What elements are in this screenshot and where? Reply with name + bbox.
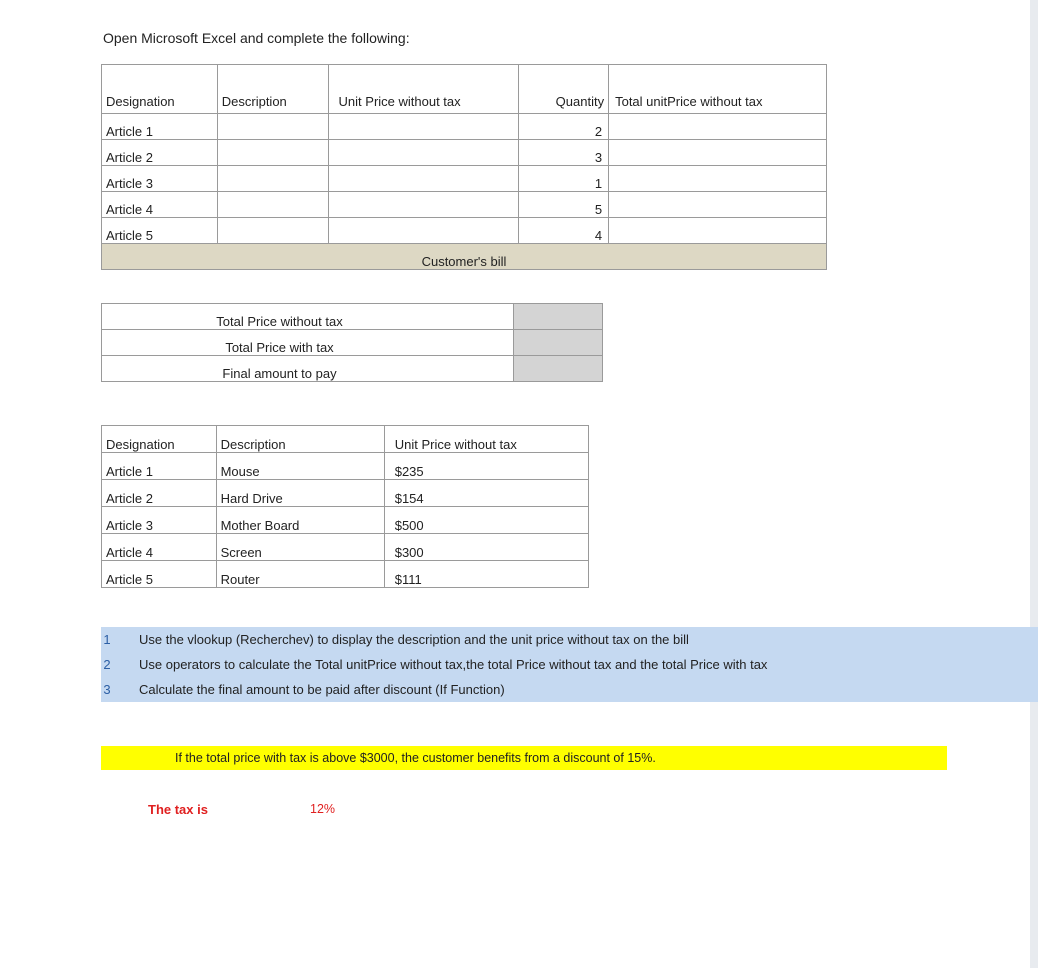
instruction-text: Calculate the final amount to be paid after discount (If Function) — [139, 682, 505, 697]
summary-row — [102, 330, 603, 356]
lookup-row — [102, 480, 589, 507]
bill-unit-price-cell[interactable] — [328, 218, 519, 244]
lookup-row — [102, 453, 589, 480]
summary-value-cell[interactable] — [514, 330, 603, 356]
bill-unit-price-cell[interactable] — [328, 114, 519, 140]
page-edge — [1030, 0, 1038, 968]
bill-designation: Article 4 — [102, 192, 218, 218]
bill-unit-price-cell[interactable] — [328, 192, 519, 218]
discount-note — [101, 746, 947, 770]
instruction-item — [101, 652, 1038, 677]
instruction-item — [101, 677, 1038, 702]
bill-designation: Article 3 — [102, 166, 218, 192]
lookup-row — [102, 534, 589, 561]
bill-total-cell[interactable] — [609, 218, 827, 244]
bill-description-cell[interactable] — [217, 166, 328, 192]
bill-description-cell[interactable] — [217, 192, 328, 218]
bill-header-row — [102, 65, 827, 114]
bill-designation: Article 5 — [102, 218, 218, 244]
bill-quantity: 2 — [519, 114, 609, 140]
lookup-designation: Article 1 — [102, 453, 217, 480]
instruction-number: 2 — [103, 657, 111, 672]
summary-row — [102, 304, 603, 330]
instruction-number: 1 — [103, 632, 111, 647]
bill-total-cell[interactable] — [609, 166, 827, 192]
summary-table — [101, 303, 603, 382]
instructions-list — [101, 627, 1038, 702]
lookup-designation: Article 5 — [102, 561, 217, 588]
bill-description-cell[interactable] — [217, 218, 328, 244]
bill-row — [102, 192, 827, 218]
lookup-price: $235 — [384, 453, 588, 480]
tax-label: The tax is — [148, 802, 208, 817]
lookup-price: $154 — [384, 480, 588, 507]
lookup-designation: Article 4 — [102, 534, 217, 561]
lookup-designation: Article 2 — [102, 480, 217, 507]
lookup-description: Screen — [216, 534, 384, 561]
bill-row — [102, 166, 827, 192]
summary-label: Total Price without tax — [102, 304, 514, 330]
instruction-text: Use operators to calculate the Total unitPrice without tax,the total Price without tax and the total Price with tax — [139, 657, 768, 672]
summary-value-cell[interactable] — [514, 356, 603, 382]
lookup-price: $500 — [384, 507, 588, 534]
lookup-price: $300 — [384, 534, 588, 561]
instruction-item — [101, 627, 1038, 652]
bill-quantity: 1 — [519, 166, 609, 192]
lookup-table — [101, 425, 589, 588]
lookup-header-row — [102, 426, 589, 453]
instruction-number: 3 — [103, 682, 111, 697]
bill-row — [102, 218, 827, 244]
bill-unit-price-cell[interactable] — [328, 140, 519, 166]
bill-description-cell[interactable] — [217, 114, 328, 140]
lookup-header-price: Unit Price without tax — [384, 426, 588, 453]
customer-bill-table — [101, 64, 827, 270]
bill-quantity: 4 — [519, 218, 609, 244]
bill-quantity: 3 — [519, 140, 609, 166]
lookup-header-designation: Designation — [102, 426, 217, 453]
bill-row — [102, 114, 827, 140]
bill-designation: Article 1 — [102, 114, 218, 140]
bill-header-designation: Designation — [102, 65, 218, 114]
lookup-description: Hard Drive — [216, 480, 384, 507]
summary-row — [102, 356, 603, 382]
bill-quantity: 5 — [519, 192, 609, 218]
lookup-description: Mother Board — [216, 507, 384, 534]
lookup-description: Router — [216, 561, 384, 588]
lookup-header-description: Description — [216, 426, 384, 453]
bill-header-unit-price: Unit Price without tax — [328, 65, 519, 114]
lookup-row — [102, 561, 589, 588]
bill-unit-price-cell[interactable] — [328, 166, 519, 192]
bill-total-cell[interactable] — [609, 192, 827, 218]
lookup-row — [102, 507, 589, 534]
bill-header-description: Description — [217, 65, 328, 114]
lookup-price: $111 — [384, 561, 588, 588]
page-heading: Open Microsoft Excel and complete the following: — [103, 30, 410, 46]
bill-header-quantity: Quantity — [519, 65, 609, 114]
lookup-description: Mouse — [216, 453, 384, 480]
summary-value-cell[interactable] — [514, 304, 603, 330]
bill-description-cell[interactable] — [217, 140, 328, 166]
discount-note-text: If the total price with tax is above $3000, the customer benefits from a discount of 15%. — [175, 751, 656, 765]
instruction-text: Use the vlookup (Recherchev) to display the description and the unit price without tax on the bill — [139, 632, 689, 647]
bill-caption: Customer's bill — [102, 244, 827, 270]
bill-row — [102, 140, 827, 166]
bill-caption-row — [102, 244, 827, 270]
summary-label: Total Price with tax — [102, 330, 514, 356]
bill-total-cell[interactable] — [609, 140, 827, 166]
bill-designation: Article 2 — [102, 140, 218, 166]
bill-total-cell[interactable] — [609, 114, 827, 140]
tax-value: 12% — [310, 802, 336, 816]
summary-label: Final amount to pay — [102, 356, 514, 382]
lookup-designation: Article 3 — [102, 507, 217, 534]
bill-header-total: Total unitPrice without tax — [609, 65, 827, 114]
